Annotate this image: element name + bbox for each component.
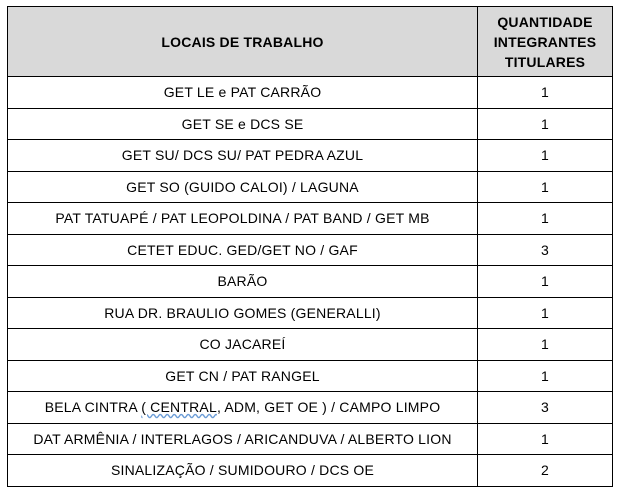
quantity-cell: 1 — [478, 108, 613, 140]
location-cell: GET SE e DCS SE — [8, 108, 478, 140]
location-cell: GET CN / PAT RANGEL — [8, 360, 478, 392]
quantity-cell: 1 — [478, 77, 613, 109]
location-cell: PAT TATUAPÉ / PAT LEOPOLDINA / PAT BAND / GET MB — [8, 203, 478, 235]
work-locations-table — [7, 6, 613, 487]
quantity-cell: 1 — [478, 297, 613, 329]
quantity-cell: 1 — [478, 360, 613, 392]
quantity-cell: 1 — [478, 203, 613, 235]
table-row — [8, 266, 613, 298]
quantity-cell: 1 — [478, 329, 613, 361]
quantity-cell: 3 — [478, 392, 613, 424]
header-quantity-line-3: TITULARES — [504, 53, 586, 70]
location-cell: CETET EDUC. GED/GET NO / GAF — [8, 234, 478, 266]
table-row — [8, 297, 613, 329]
table-row — [8, 171, 613, 203]
location-cell: BARÃO — [8, 266, 478, 298]
quantity-cell: 3 — [478, 234, 613, 266]
header-quantity — [478, 7, 613, 77]
header-locations: LOCAIS DE TRABALHO — [8, 7, 478, 77]
quantity-cell: 1 — [478, 140, 613, 172]
table-row — [8, 329, 613, 361]
location-cell: GET SU/ DCS SU/ PAT PEDRA AZUL — [8, 140, 478, 172]
quantity-cell: 1 — [478, 423, 613, 455]
location-cell: RUA DR. BRAULIO GOMES (GENERALLI) — [8, 297, 478, 329]
header-quantity-line-1: QUANTIDADE — [497, 13, 593, 30]
spellcheck-underlined-text: ( CENTRAL — [141, 399, 217, 416]
quantity-cell: 1 — [478, 171, 613, 203]
table-row — [8, 392, 613, 424]
table-row — [8, 360, 613, 392]
table-row — [8, 234, 613, 266]
quantity-cell: 2 — [478, 455, 613, 487]
table-row — [8, 455, 613, 487]
quantity-cell: 1 — [478, 266, 613, 298]
location-text-part: BELA CINTRA — [44, 399, 142, 416]
location-cell: DAT ARMÊNIA / INTERLAGOS / ARICANDUVA / ALBERTO LION — [8, 423, 478, 455]
location-text-part: , ADM, GET OE ) / CAMPO LIMPO — [216, 399, 441, 416]
table-header-row — [8, 7, 613, 77]
table-row — [8, 140, 613, 172]
table-row — [8, 203, 613, 235]
location-cell: CO JACAREÍ — [8, 329, 478, 361]
location-cell: GET SO (GUIDO CALOI) / LAGUNA — [8, 171, 478, 203]
header-quantity-line-2: INTEGRANTES — [493, 33, 597, 50]
table-row — [8, 77, 613, 109]
location-cell: GET LE e PAT CARRÃO — [8, 77, 478, 109]
table-row — [8, 423, 613, 455]
table-row — [8, 108, 613, 140]
location-cell: SINALIZAÇÃO / SUMIDOURO / DCS OE — [8, 455, 478, 487]
location-cell — [8, 392, 478, 424]
